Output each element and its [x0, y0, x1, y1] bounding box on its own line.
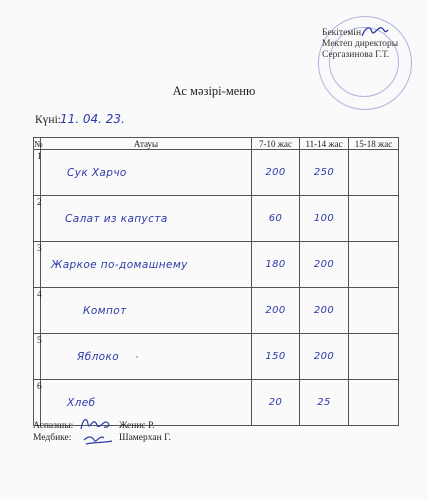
portion-7-10: 200 [265, 167, 286, 178]
portion-cell [349, 334, 399, 380]
portion-11-14: 25 [317, 397, 331, 408]
portion-cell [300, 196, 349, 242]
table-header-row [34, 138, 399, 150]
dish-cell [41, 288, 252, 334]
date-label: Күні: [35, 114, 61, 126]
portion-7-10: 150 [265, 351, 286, 362]
dish-name: Компот [83, 304, 127, 317]
paper-speck [136, 356, 138, 358]
approval-line: Мектеп директоры [322, 39, 399, 49]
dish-cell [41, 380, 252, 426]
dish-name: Салат из капуста [65, 212, 168, 225]
row-number: 1 [34, 150, 41, 196]
dish-cell [41, 334, 252, 380]
portion-cell [300, 380, 349, 426]
nurse-signature [80, 430, 116, 448]
dish-name: Сук Харчо [67, 166, 127, 179]
header-age-15-18: 15-18 жас [349, 138, 399, 150]
portion-cell [349, 150, 399, 196]
row-number: 2 [34, 196, 41, 242]
portion-cell [300, 288, 349, 334]
portion-7-10: 200 [265, 305, 286, 316]
portion-7-10: 20 [268, 397, 283, 408]
table-row [34, 242, 399, 288]
dish-name: Яблоко [77, 350, 120, 363]
approval-line: Бекітемін [322, 28, 362, 38]
portion-11-14: 200 [313, 305, 335, 316]
portion-cell [349, 288, 399, 334]
portion-7-10: 180 [265, 259, 286, 270]
row-number: 3 [34, 242, 41, 288]
cook-name: Женис Р. [119, 421, 155, 431]
portion-cell [349, 380, 399, 426]
portion-cell [252, 242, 300, 288]
dish-name: Жаркое по-домашнему [51, 258, 188, 271]
portion-11-14: 100 [313, 213, 335, 224]
portion-cell [252, 288, 300, 334]
header-name: Атауы [41, 138, 252, 150]
dish-name: Хлеб [67, 396, 96, 409]
dish-cell [41, 242, 252, 288]
portion-7-10: 60 [268, 213, 283, 224]
table-row [34, 196, 399, 242]
nurse-label: Медбике: [33, 433, 72, 443]
row-number: 6 [34, 380, 41, 426]
approval-block [322, 28, 398, 61]
dish-cell [41, 196, 252, 242]
portion-cell [300, 242, 349, 288]
header-age-11-14: 11-14 жас [300, 138, 349, 150]
row-number: 5 [34, 334, 41, 380]
cook-label: Аспазшы: [33, 421, 74, 431]
portion-cell [252, 334, 300, 380]
portion-cell [252, 150, 300, 196]
portion-cell [300, 334, 349, 380]
header-age-7-10: 7-10 жас [252, 138, 300, 150]
table-row [34, 288, 399, 334]
dish-cell [41, 150, 252, 196]
page-title: Ас мәзірі-меню [172, 84, 256, 98]
portion-cell [300, 150, 349, 196]
row-number: 4 [34, 288, 41, 334]
portion-11-14: 200 [313, 259, 335, 270]
portion-cell [252, 380, 300, 426]
portion-11-14: 200 [313, 351, 335, 362]
portion-cell [252, 196, 300, 242]
nurse-name: Шамерхан Г. [119, 433, 171, 443]
approval-line: Сергазинова Г.Т. [322, 50, 390, 60]
portion-cell [349, 196, 399, 242]
date-value: 11. 04. 23. [60, 112, 125, 126]
portion-11-14: 250 [313, 167, 335, 178]
table-row [34, 334, 399, 380]
table-row [34, 150, 399, 196]
header-number: № [34, 138, 43, 149]
menu-table [33, 137, 399, 426]
portion-cell [349, 242, 399, 288]
